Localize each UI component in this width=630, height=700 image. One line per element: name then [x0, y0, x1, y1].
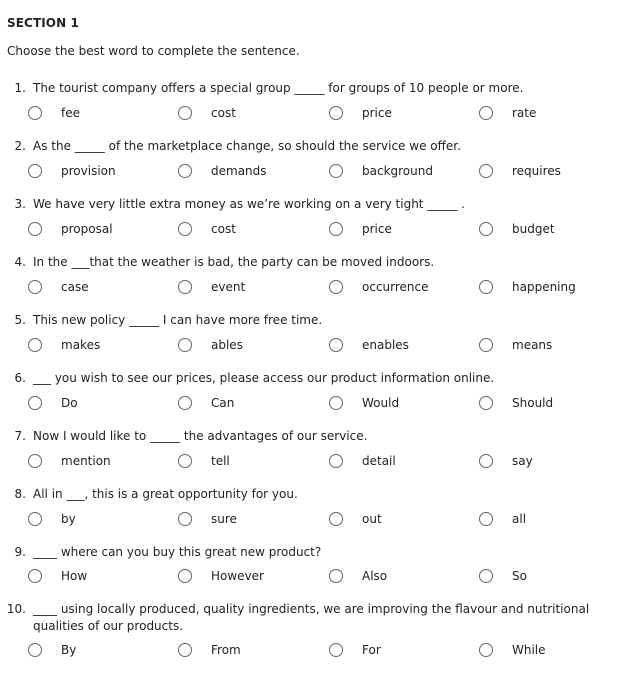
option-label: Also: [362, 569, 388, 583]
option-label: budget: [512, 222, 555, 236]
option-label: price: [362, 222, 392, 236]
question-text: ___ you wish to see our prices, please access our product information online.: [33, 371, 495, 385]
radio-button[interactable]: [178, 164, 192, 178]
question-text: Now I would like to _____ the advantages of our service.: [33, 429, 368, 443]
radio-button[interactable]: [479, 512, 493, 526]
question-text: All in ___, this is a great opportunity for you.: [33, 487, 298, 501]
section-title: SECTION 1: [7, 16, 79, 30]
option-label: proposal: [61, 222, 113, 236]
option-label: From: [211, 643, 241, 657]
radio-button[interactable]: [28, 222, 42, 236]
question-number: 8.: [14, 487, 26, 501]
option-label: happening: [512, 280, 576, 294]
radio-button[interactable]: [479, 222, 493, 236]
option-label: So: [512, 569, 527, 583]
option-label: provision: [61, 164, 116, 178]
option-label: For: [362, 643, 381, 657]
radio-button[interactable]: [329, 643, 343, 657]
radio-button[interactable]: [178, 222, 192, 236]
question-text: ____ using locally produced, quality ingredients, we are improving the flavour and nutritional qualities of our products.: [33, 602, 590, 633]
radio-button[interactable]: [329, 454, 343, 468]
question-number: 7.: [14, 429, 26, 443]
radio-button[interactable]: [178, 569, 192, 583]
radio-button[interactable]: [479, 338, 493, 352]
option-label: say: [512, 454, 533, 468]
question-number: 4.: [14, 255, 26, 269]
radio-button[interactable]: [28, 569, 42, 583]
radio-button[interactable]: [178, 106, 192, 120]
radio-button[interactable]: [28, 643, 42, 657]
radio-button[interactable]: [329, 106, 343, 120]
option-label: occurrence: [362, 280, 429, 294]
radio-button[interactable]: [28, 280, 42, 294]
radio-button[interactable]: [178, 454, 192, 468]
option-label: Would: [362, 396, 400, 410]
option-label: sure: [211, 512, 237, 526]
option-label: tell: [211, 454, 230, 468]
option-label: demands: [211, 164, 267, 178]
radio-button[interactable]: [329, 396, 343, 410]
question-text: We have very little extra money as we’re working on a very tight _____ .: [33, 197, 465, 211]
radio-button[interactable]: [329, 280, 343, 294]
radio-button[interactable]: [28, 454, 42, 468]
radio-button[interactable]: [178, 396, 192, 410]
radio-button[interactable]: [28, 338, 42, 352]
radio-button[interactable]: [479, 396, 493, 410]
radio-button[interactable]: [329, 569, 343, 583]
radio-button[interactable]: [329, 512, 343, 526]
option-label: event: [211, 280, 246, 294]
radio-button[interactable]: [479, 164, 493, 178]
radio-button[interactable]: [178, 512, 192, 526]
option-label: rate: [512, 106, 537, 120]
option-label: By: [61, 643, 77, 657]
option-label: cost: [211, 106, 236, 120]
option-label: fee: [61, 106, 80, 120]
radio-button[interactable]: [329, 222, 343, 236]
radio-button[interactable]: [28, 512, 42, 526]
option-label: Can: [211, 396, 235, 410]
radio-button[interactable]: [178, 643, 192, 657]
option-label: Do: [61, 396, 78, 410]
radio-button[interactable]: [28, 106, 42, 120]
option-label: enables: [362, 338, 409, 352]
option-label: all: [512, 512, 527, 526]
radio-button[interactable]: [28, 164, 42, 178]
question-text: In the ___that the weather is bad, the party can be moved indoors.: [33, 255, 435, 269]
question-number: 3.: [14, 197, 26, 211]
question-number: 5.: [14, 313, 26, 327]
question-text: The tourist company offers a special group _____ for groups of 10 people or more.: [33, 81, 524, 95]
option-label: ables: [211, 338, 243, 352]
option-label: detail: [362, 454, 396, 468]
question-number: 1.: [14, 81, 26, 95]
option-label: out: [362, 512, 382, 526]
option-label: means: [512, 338, 553, 352]
option-label: mention: [61, 454, 111, 468]
question-text: This new policy _____ I can have more free time.: [33, 313, 323, 327]
radio-button[interactable]: [329, 164, 343, 178]
option-label: Should: [512, 396, 554, 410]
question-number: 2.: [14, 139, 26, 153]
question-number: 9.: [14, 545, 26, 559]
option-label: background: [362, 164, 433, 178]
radio-button[interactable]: [479, 643, 493, 657]
option-label: How: [61, 569, 88, 583]
question-text: ____ where can you buy this great new product?: [33, 545, 322, 559]
option-label: case: [61, 280, 89, 294]
radio-button[interactable]: [178, 338, 192, 352]
radio-button[interactable]: [479, 454, 493, 468]
question-text: As the _____ of the marketplace change, so should the service we offer.: [33, 139, 461, 153]
option-label: cost: [211, 222, 236, 236]
option-label: requires: [512, 164, 561, 178]
radio-button[interactable]: [479, 569, 493, 583]
option-label: makes: [61, 338, 101, 352]
radio-button[interactable]: [479, 280, 493, 294]
question-number: 10.: [6, 602, 26, 616]
option-label: However: [211, 569, 264, 583]
radio-button[interactable]: [28, 396, 42, 410]
radio-button[interactable]: [178, 280, 192, 294]
radio-button[interactable]: [479, 106, 493, 120]
instructions: Choose the best word to complete the sentence.: [7, 44, 300, 58]
radio-button[interactable]: [329, 338, 343, 352]
option-label: by: [61, 512, 76, 526]
option-label: While: [512, 643, 546, 657]
question-number: 6.: [14, 371, 26, 385]
option-label: price: [362, 106, 392, 120]
